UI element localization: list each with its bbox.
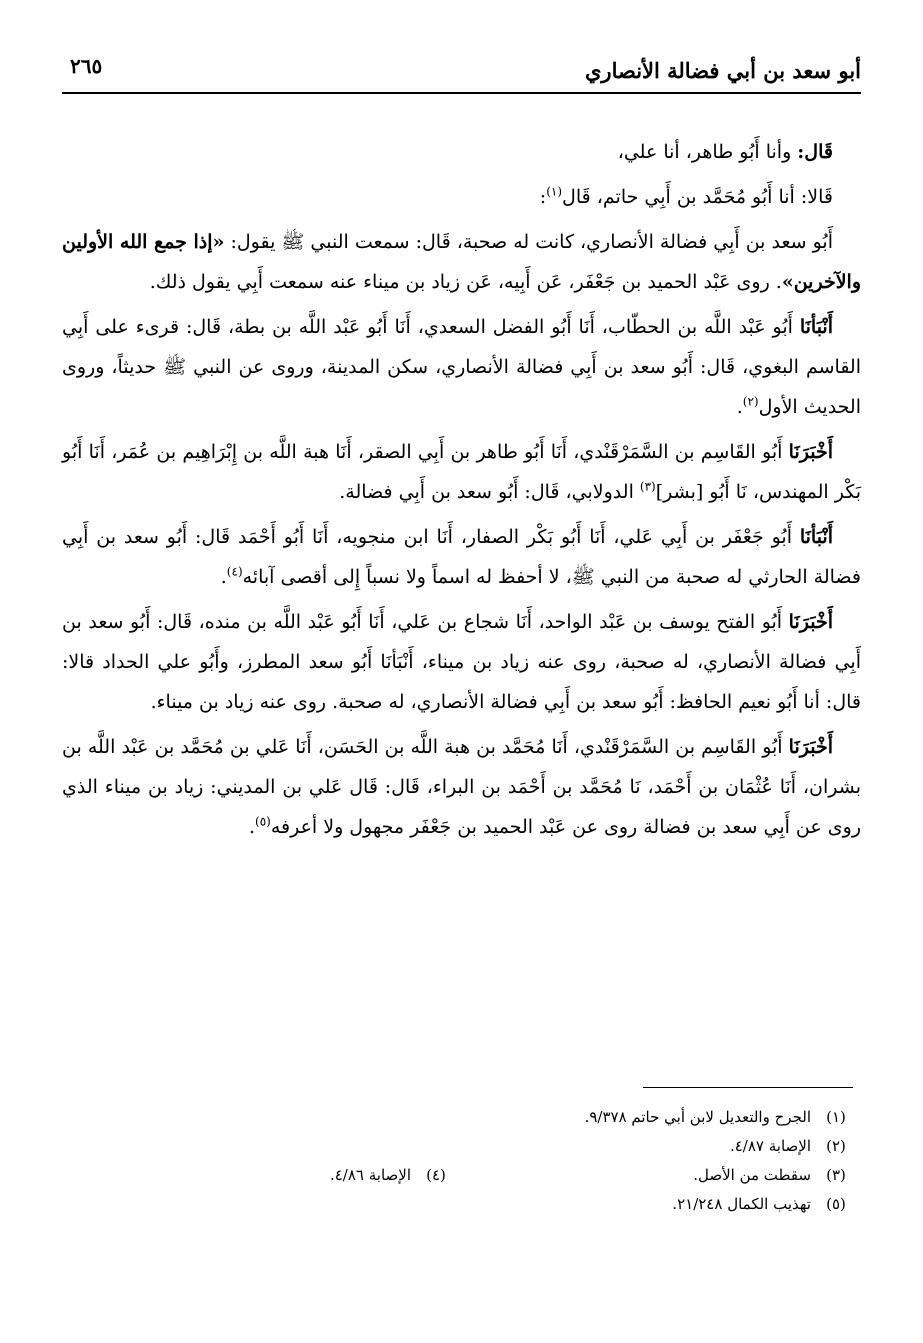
paragraph-text: أَبُو جَعْفَر بن أَبِي عَلي، أَنَا أَبُو بَكْر الصفار، أَنَا ابن منجويه، أَنَا أَبُو أَحْمَد قَال: أَبُو سعد بن أَبِي فضالة الحارثي له صحبة من النبي ﷺ، لا أحفظ له اسماً ولا نسباً إِلى أقصى آبائه bbox=[62, 526, 861, 588]
keyword: أَنْبَأنَا bbox=[799, 316, 833, 338]
paragraph-tail: الدولابي، قَال: أَبُو سعد بن أَبِي فضالة. bbox=[339, 481, 640, 503]
footnote-text: الإصابة ٤/٨٦. bbox=[329, 1166, 411, 1184]
footnote-ref: (٤) bbox=[226, 564, 243, 579]
footnote-ref: (١) bbox=[546, 184, 563, 199]
paragraph-tail: . bbox=[248, 816, 255, 838]
page-header bbox=[62, 48, 861, 94]
paragraph-text: أَبُو الفتح يوسف بن عَبْد الواحد، أَنَا شجاع بن عَلي، أَنَا أَبُو عَبْد اللَّه بن منده، قَال: أَبُو سعد بن أَبِي فضالة الأنصاري، له صحبة، روى عنه زياد بن ميناء، أَنْبَأنَا أَبُو سعد المطرز، وأَبُو علي الحداد قالا: قال: أنا أَبُو نعيم الحافظ: أَبُو سعد بن أَبِي فضالة الأنصاري، له صحبة. روى عنه زياد بن ميناء. bbox=[62, 611, 861, 713]
paragraph-tail: : bbox=[539, 186, 547, 208]
footnote-number: (٤) bbox=[426, 1166, 446, 1184]
footnote-row bbox=[62, 1103, 861, 1132]
paragraph-tail: . bbox=[220, 566, 227, 588]
keyword: قَال: bbox=[797, 141, 833, 163]
paragraph-text: قَالا: أنا أَبُو مُحَمَّد بن أَبِي حاتم، قَال bbox=[562, 186, 833, 208]
footnote-1 bbox=[585, 1103, 851, 1132]
footnote-text: سقطت من الأصل. bbox=[693, 1166, 811, 1184]
paragraph-6 bbox=[62, 517, 861, 597]
footnote-4 bbox=[330, 1161, 451, 1190]
running-head: أبو سعد بن أبي فضالة الأنصاري bbox=[585, 58, 861, 83]
footnote-5 bbox=[672, 1190, 851, 1219]
paragraph-text: أَبُو القَاسِم بن السَّمَرْقَنْدي، أَنَا أَبُو طاهر بن أَبِي الصقر، أَنَا هبة اللَّه بن إِبْرَاهِيم بن عُمَر، أَنَا أَبُو بَكْر المهندس، نَا أَبُو [بشر] bbox=[62, 441, 861, 503]
footnote-number: (٢) bbox=[826, 1137, 846, 1155]
footnote-row bbox=[62, 1161, 861, 1190]
paragraph-text: وأنا أَبُو طاهر، أنا علي، bbox=[617, 141, 798, 163]
paragraph-2 bbox=[62, 177, 861, 217]
paragraph-8 bbox=[62, 727, 861, 847]
footnote-number: (٣) bbox=[826, 1166, 846, 1184]
keyword: أَخْبَرَنَا bbox=[788, 441, 833, 463]
paragraph-7 bbox=[62, 602, 861, 722]
footnotes bbox=[62, 1103, 861, 1219]
page-number: ٢٦٥ bbox=[70, 54, 103, 78]
footnote-ref: (٣) bbox=[639, 479, 656, 494]
footnote-number: (٥) bbox=[826, 1195, 846, 1213]
footnote-text: الجرح والتعديل لابن أبي حاتم ٩/٣٧٨. bbox=[584, 1108, 811, 1126]
footnote-row bbox=[62, 1190, 861, 1219]
footnote-ref: (٥) bbox=[255, 814, 271, 829]
paragraph-text: أَبُو القَاسِم بن السَّمَرْقَنْدي، أَنَا مُحَمَّد بن هبة اللَّه بن الحَسَن، أَنَا عَلي بن مُحَمَّد بن عَبْد اللَّه بن بشران، أَنَا عُثْمَان بن أَحْمَد، نَا مُحَمَّد بن أَحْمَد بن البراء، قَال: قَال عَلي بن المديني: زياد بن ميناء الذي روى عن أَبِي سعد بن فضالة روى عن عَبْد الحميد بن جَعْفَر مجهول ولا أعرفه bbox=[62, 736, 861, 838]
paragraph-3 bbox=[62, 222, 861, 302]
footnote-number: (١) bbox=[826, 1108, 846, 1126]
footnote-3 bbox=[693, 1161, 851, 1190]
keyword: أَنْبَأنَا bbox=[799, 526, 833, 548]
paragraph-text: أَبُو سعد بن أَبِي فضالة الأنصاري، كانت له صحبة، قَال: سمعت النبي ﷺ يقول: bbox=[230, 231, 833, 253]
main-text bbox=[62, 132, 861, 852]
footnote-text: الإصابة ٤/٨٧. bbox=[729, 1137, 811, 1155]
keyword: أَخْبَرَنَا bbox=[788, 736, 833, 758]
paragraph-4 bbox=[62, 307, 861, 427]
hadith-quote: «إذا جمع الله الأولين والآخرين» bbox=[62, 231, 861, 293]
footnote-ref: (٢) bbox=[742, 394, 759, 409]
paragraph-1 bbox=[62, 132, 861, 172]
paragraph-tail: . bbox=[736, 396, 743, 418]
paragraph-text: أَبُو عَبْد اللَّه بن الحطّاب، أَنَا أَبُو الفضل السعدي، أَنَا أَبُو عَبْد اللَّه بن بطة، قَال: قرىء على أَبِي القاسم البغوي، قَال: أَبُو سعد بن أَبِي فضالة الأنصاري، سكن المدينة، وروى عن النبي ﷺ حديثاً، وروى الحديث الأول bbox=[62, 316, 861, 418]
footnote-divider bbox=[643, 1087, 853, 1088]
keyword: أَخْبَرَنَا bbox=[788, 611, 833, 633]
paragraph-5 bbox=[62, 432, 861, 512]
footnote-row bbox=[62, 1132, 861, 1161]
footnote-2 bbox=[730, 1132, 851, 1161]
paragraph-text-2: . روى عَبْد الحميد بن جَعْفَر، عَن أَبِيه، عَن زياد بن ميناء عنه سمعت أَبِي يقول ذلك. bbox=[149, 271, 782, 293]
footnote-text: تهذيب الكمال ٢١/٢٤٨. bbox=[672, 1195, 811, 1213]
